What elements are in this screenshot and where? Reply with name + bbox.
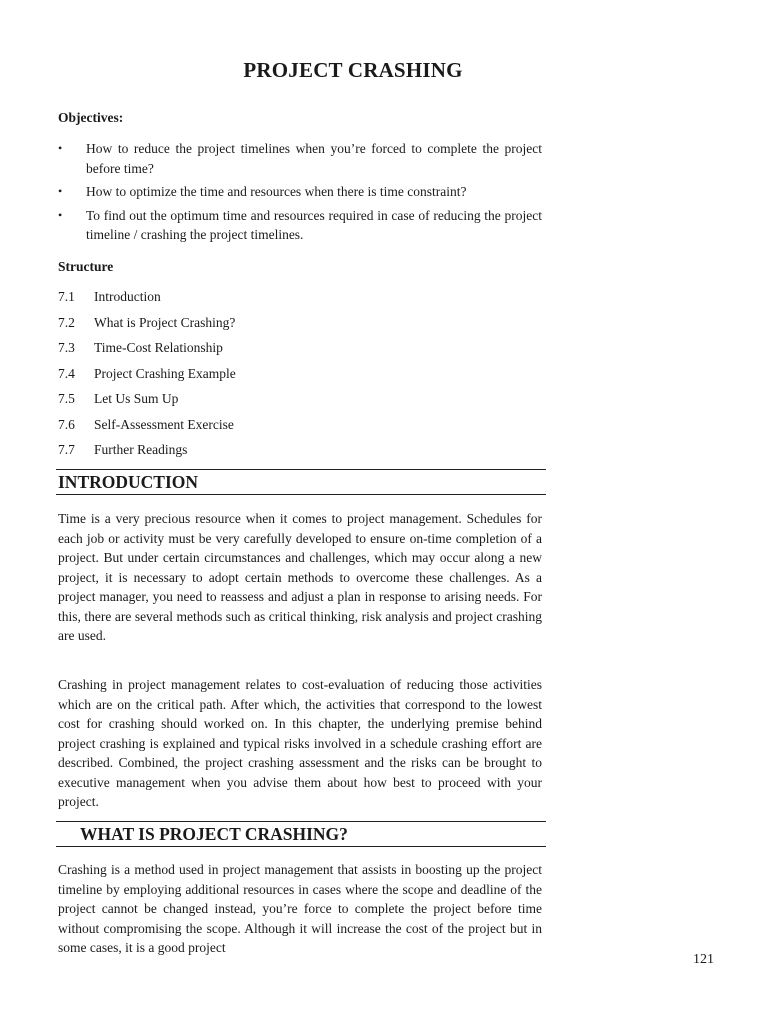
section-label: What is Project Crashing? [94, 314, 236, 330]
objectives-list [58, 139, 542, 249]
section-label: Project Crashing Example [94, 365, 236, 381]
section-number: 7.6 [58, 416, 75, 432]
page-title: PROJECT CRASHING [243, 58, 463, 82]
what-is-heading: WHAT IS PROJECT CRASHING? [56, 821, 546, 847]
page-number: 121 [693, 952, 714, 967]
what-is-paragraph: Crashing is a method used in project management that assists in boosting up the project timeline by employing additional resources in cases where the scope and deadline of the project cannot be changed instead, you’re force to complete the project before time without compromising the scope. Although it will increase the cost of the project but in some cases, it is a good project [58, 862, 542, 955]
objective-item [58, 206, 542, 245]
section-label: Let Us Sum Up [94, 391, 179, 406]
section-number: 7.1 [58, 289, 75, 304]
bullet-icon: • [58, 184, 63, 198]
objective-item [58, 139, 542, 178]
structure-item [58, 389, 358, 415]
section-number: 7.3 [58, 340, 75, 355]
objectives-heading: Objectives: [58, 110, 124, 125]
structure-item [58, 313, 358, 339]
structure-item [58, 338, 358, 364]
section-number: 7.2 [58, 314, 75, 330]
section-label: Self-Assessment Exercise [94, 416, 234, 432]
structure-list [58, 287, 358, 466]
objective-text: How to optimize the time and resources when there is time constraint? [86, 184, 467, 199]
structure-item [58, 415, 358, 441]
structure-item [58, 364, 358, 390]
bullet-icon: • [58, 207, 63, 222]
section-label: Further Readings [94, 442, 188, 457]
structure-heading: Structure [58, 259, 114, 274]
structure-item [58, 440, 358, 466]
introduction-heading: INTRODUCTION [56, 469, 546, 495]
section-number: 7.4 [58, 365, 75, 381]
objective-text: How to reduce the project timelines when you’re forced to complete the project before time? [86, 141, 542, 176]
introduction-paragraph: Time is a very precious resource when it comes to project management. Schedules for each job or activity must be very carefully developed to ensure on-time completion of a project. But under certain circumstances and challenges, which may occur along a new project, it is necessary to adopt certain methods to overcome these challenges. As a project manager, you need to reassess and adjust a plan in response to arising needs. For this, there are several methods such as critical thinking, risk analysis and project crashing are used. [58, 511, 542, 643]
section-number: 7.5 [58, 391, 75, 406]
objective-text: To find out the optimum time and resources required in case of reducing the project timeline / crashing the project timelines. [86, 207, 542, 242]
introduction-paragraph: Crashing in project management relates to cost-evaluation of reducing those activities which are on the critical path. After which, the activities that correspond to the lowest cost for crashing should worked on. In this chapter, the underlying premise behind project crashing is explained and typical risks involved in a schedule crashing effort are described. Combined, the project crashing assessment and the risks can be brought to executive management when you advise them about how best to proceed with your project. [58, 677, 542, 809]
bullet-icon: • [58, 141, 63, 155]
section-label: Introduction [94, 289, 161, 304]
section-number: 7.7 [58, 442, 75, 457]
structure-item [58, 287, 358, 313]
section-label: Time-Cost Relationship [94, 340, 223, 355]
objective-item [58, 182, 542, 202]
